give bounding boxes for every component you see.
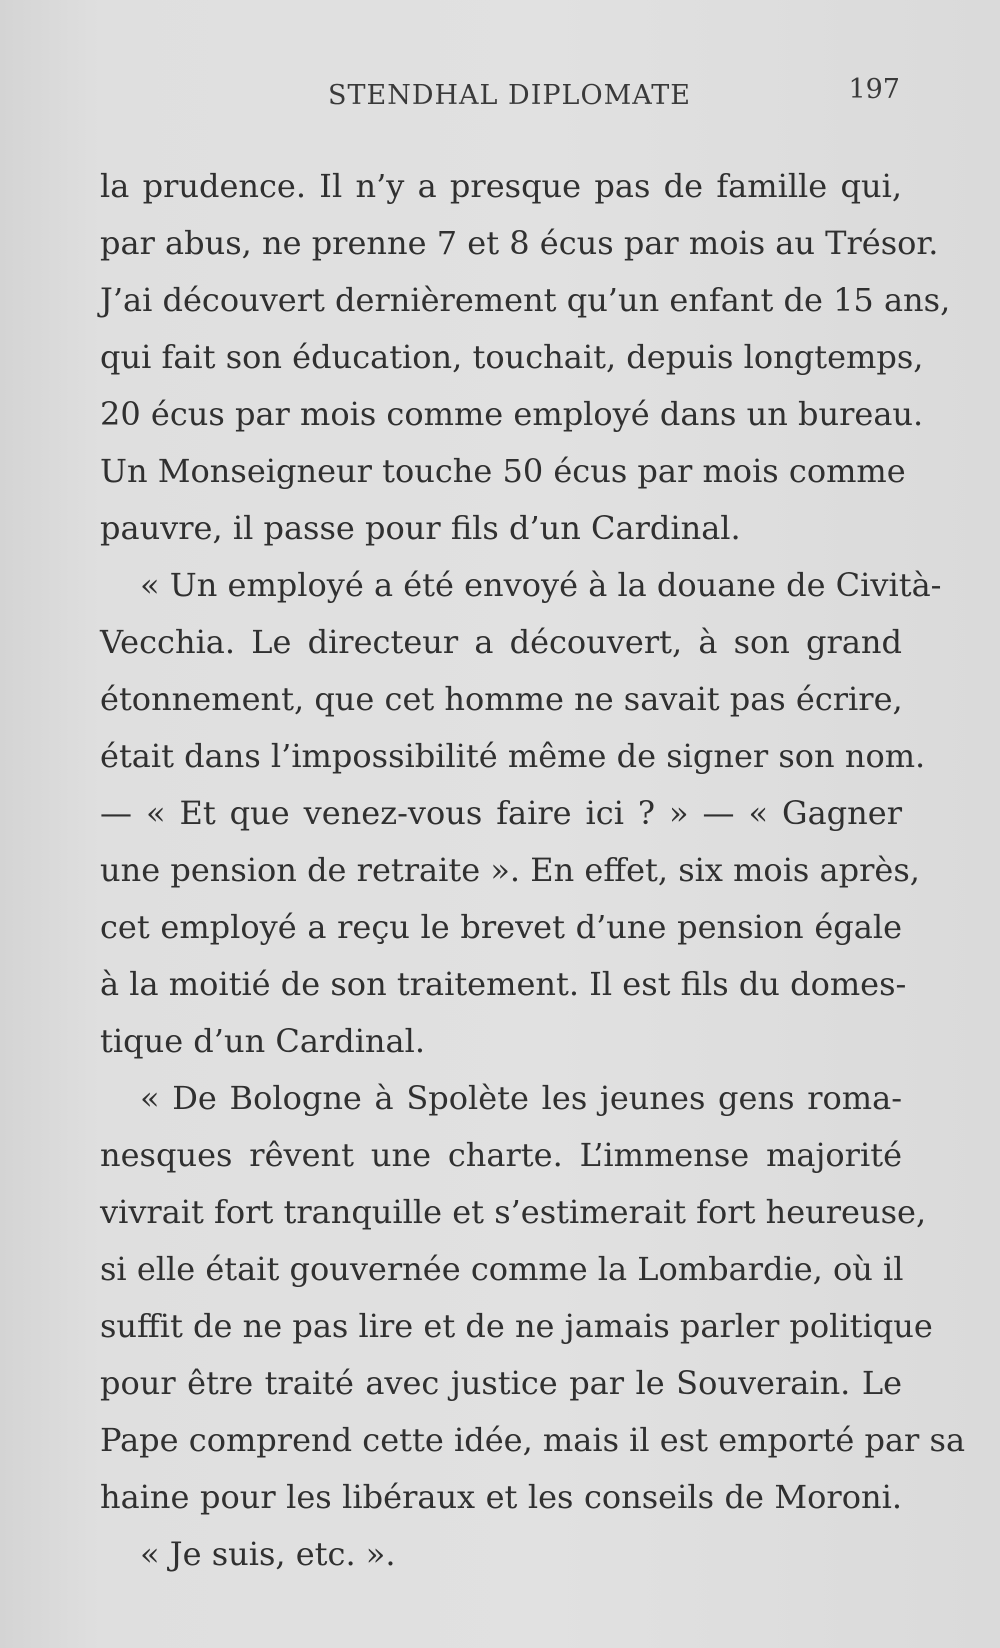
text-line: vivrait fort tranquille et s’estimerait fort heureuse, — [100, 1193, 927, 1231]
text-line: Un Monseigneur touche 50 écus par mois comme — [100, 452, 906, 490]
text-line: « Un employé a été envoyé à la douane de Cività- — [140, 566, 942, 604]
text-line: Vecchia. Le directeur a découvert, à son grand — [100, 623, 902, 661]
running-title: STENDHAL DIPLOMATE — [328, 80, 691, 111]
page-header — [100, 72, 900, 112]
text-line: pour être traité avec justice par le Souverain. Le — [100, 1364, 902, 1402]
text-line: était dans l’impossibilité même de signer son nom. — [100, 737, 926, 775]
text-line: une pension de retraite ». En effet, six mois après, — [100, 851, 920, 889]
text-line: pauvre, il passe pour fils d’un Cardinal. — [100, 509, 741, 547]
text-line: la prudence. Il n’y a presque pas de famille qui, — [100, 167, 902, 205]
text-line: — « Et que venez-vous faire ici ? » — « Gagner — [100, 794, 902, 832]
text-line: haine pour les libéraux et les conseils de Moroni. — [100, 1478, 902, 1516]
text-line: qui fait son éducation, touchait, depuis longtemps, — [100, 338, 924, 376]
text-line: Pape comprend cette idée, mais il est emporté par sa — [100, 1421, 966, 1459]
text-line: 20 écus par mois comme employé dans un bureau. — [100, 395, 924, 433]
text-line: « De Bologne à Spolète les jeunes gens roma- — [140, 1079, 902, 1117]
body-text — [100, 158, 966, 1583]
text-line: étonnement, que cet homme ne savait pas écrire, — [100, 680, 903, 718]
text-line: si elle était gouvernée comme la Lombardie, où il — [100, 1250, 904, 1288]
text-line: « Je suis, etc. ». — [140, 1535, 396, 1573]
text-line: J’ai découvert dernièrement qu’un enfant de 15 ans, — [100, 281, 951, 319]
page-number: 197 — [848, 74, 900, 105]
text-line: suffit de ne pas lire et de ne jamais parler politique — [100, 1307, 933, 1345]
text-line: par abus, ne prenne 7 et 8 écus par mois au Trésor. — [100, 224, 939, 262]
text-line: tique d’un Cardinal. — [100, 1022, 426, 1060]
text-line: à la moitié de son traitement. Il est fils du domes- — [100, 965, 907, 1003]
text-line: nesques rêvent une charte. L’immense majorité — [100, 1136, 902, 1174]
text-line: cet employé a reçu le brevet d’une pension égale — [100, 908, 902, 946]
